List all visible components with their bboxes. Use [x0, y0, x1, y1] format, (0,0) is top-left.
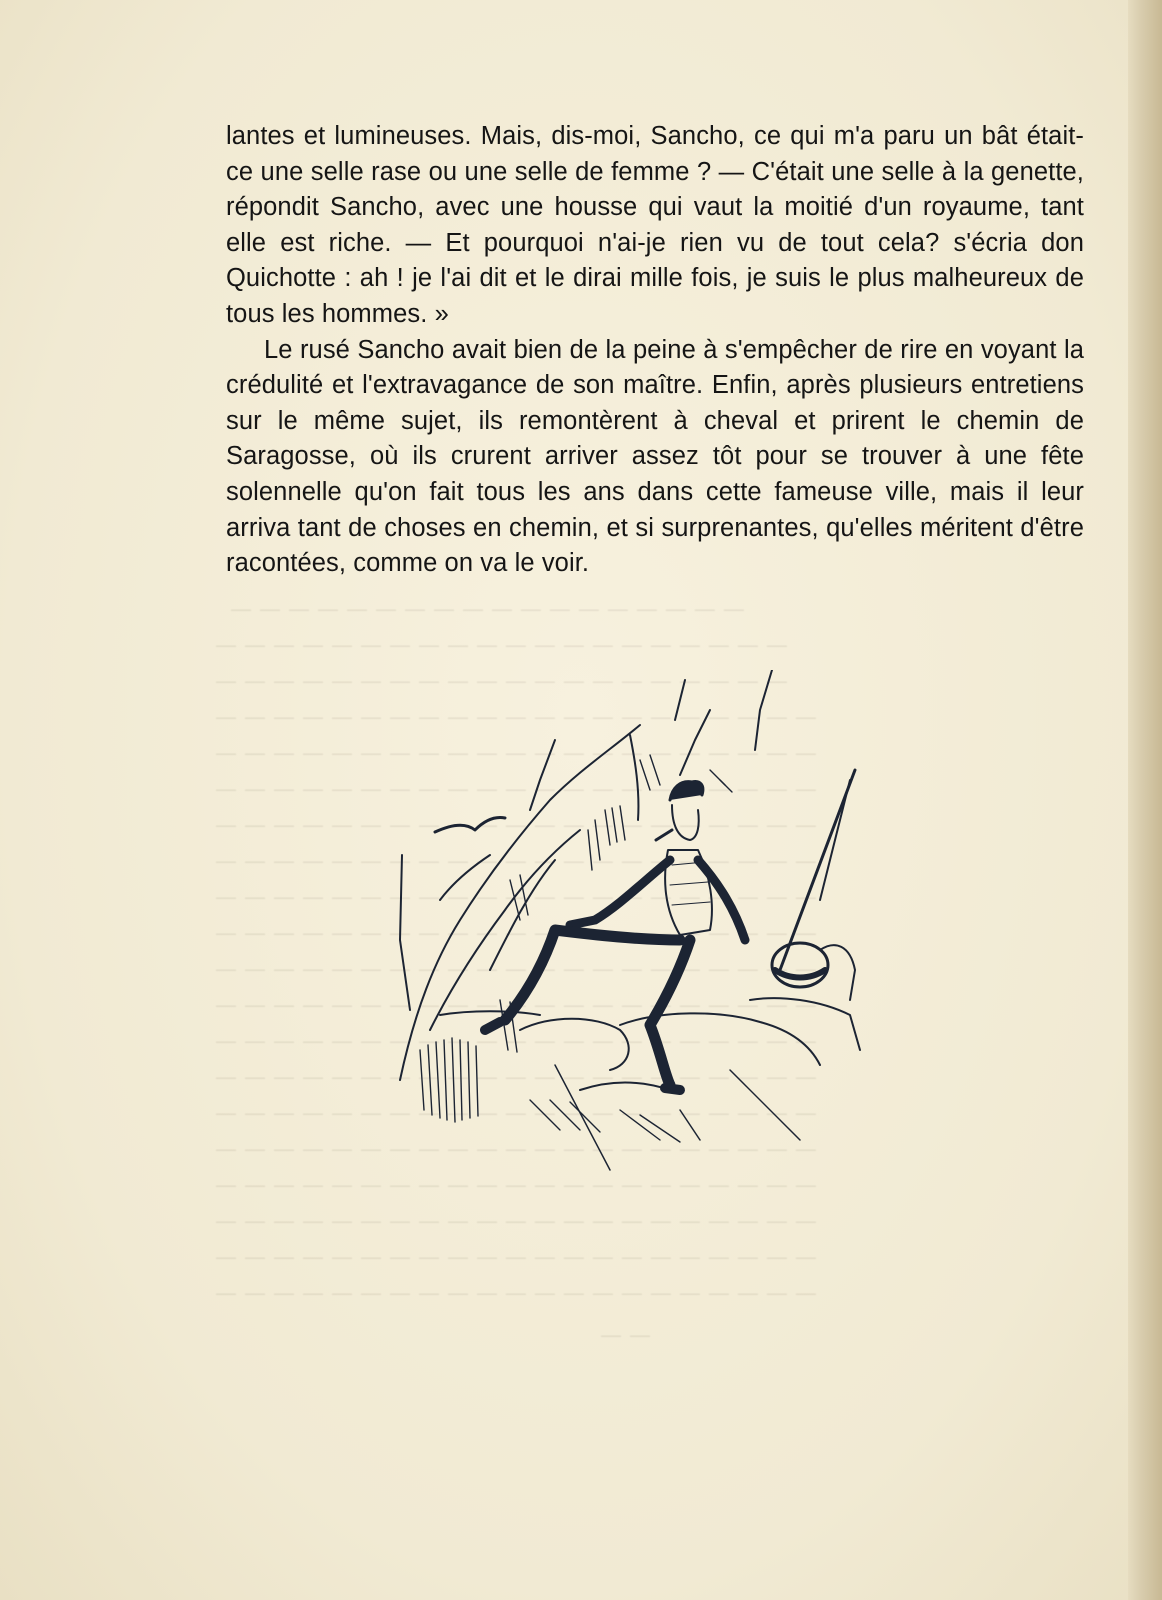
body-text [226, 119, 1084, 582]
illustration-don-quixote-on-rocks [380, 670, 900, 1210]
show-through-text: — — — — — — — — — — — — — — — — — — — — — — — — — — — — — — — — — — — — — — — — — — — — — — — — — — — — — — — — — — — — — — — — — — — — — — — — — — — — — — — — — — — — — — — — — — — — — — — — — — — — — — — — — — — — — — — — — — — — — — — — — — — — — — — — — — — — — — — — — — — — — — — — — — — — — — — — — — — — — — — — — — — — — — — — — — — — — — — — — — — — — — — — — — — — — — — — — — — — — — — — — — — — — — — — — — — — — — — — — — — — — — — — — — — — — — — — — — — — — — — — — — — — — — — — — — — — — — — — — — — — — — — — — — — — — — — — — — — — — — — — — — — — — — — — — — — — — — — — — — — — — — — — — — — — — — — — — — — — — — — — — — — — — — — — — — — — — — — — — — — — — — — — — — — — — — — — — — — — — — — — — — — — — — — — — — — — — — — — — — — — — — — — — — — — — — — — — — — — — — — — — — — — — — — — — — — — — — — — — [215, 597, 817, 1348]
paragraph: Le rusé Sancho avait bien de la peine à s'empêcher de rire en voyant la crédulité et l'extravagance de son maître. Enfin, après plusieurs entretiens sur le même sujet, ils remontèrent à cheval et prirent le chemin de Saragosse, où ils crurent arriver assez tôt pour se trouver à une fête solennelle qu'on fait tous les ans dans cette fameuse ville, mais il leur arriva tant de choses en chemin, et si surprenantes, qu'elles méritent d'être racontées, comme on va le voir. [226, 335, 1084, 578]
rock-cliff [400, 670, 850, 1080]
lance [780, 770, 855, 970]
bird [435, 818, 505, 833]
page-gutter [1128, 0, 1162, 1600]
paragraph-continuation: lantes et lumineuses. Mais, dis-moi, Sancho, ce qui m'a paru un bât était-ce une selle rase ou une selle de femme ? — C'était une selle à la genette, répondit Sancho, avec une housse qui vaut la moitié d'un royaume, tant elle est riche. — Et pourquoi n'ai-je rien vu de tout cela? s'écria don Quichotte : ah ! je l'ai dit et le dirai mille fois, je suis le plus malheureux de tous les hommes. » [226, 122, 1084, 328]
helmet [772, 943, 855, 1000]
